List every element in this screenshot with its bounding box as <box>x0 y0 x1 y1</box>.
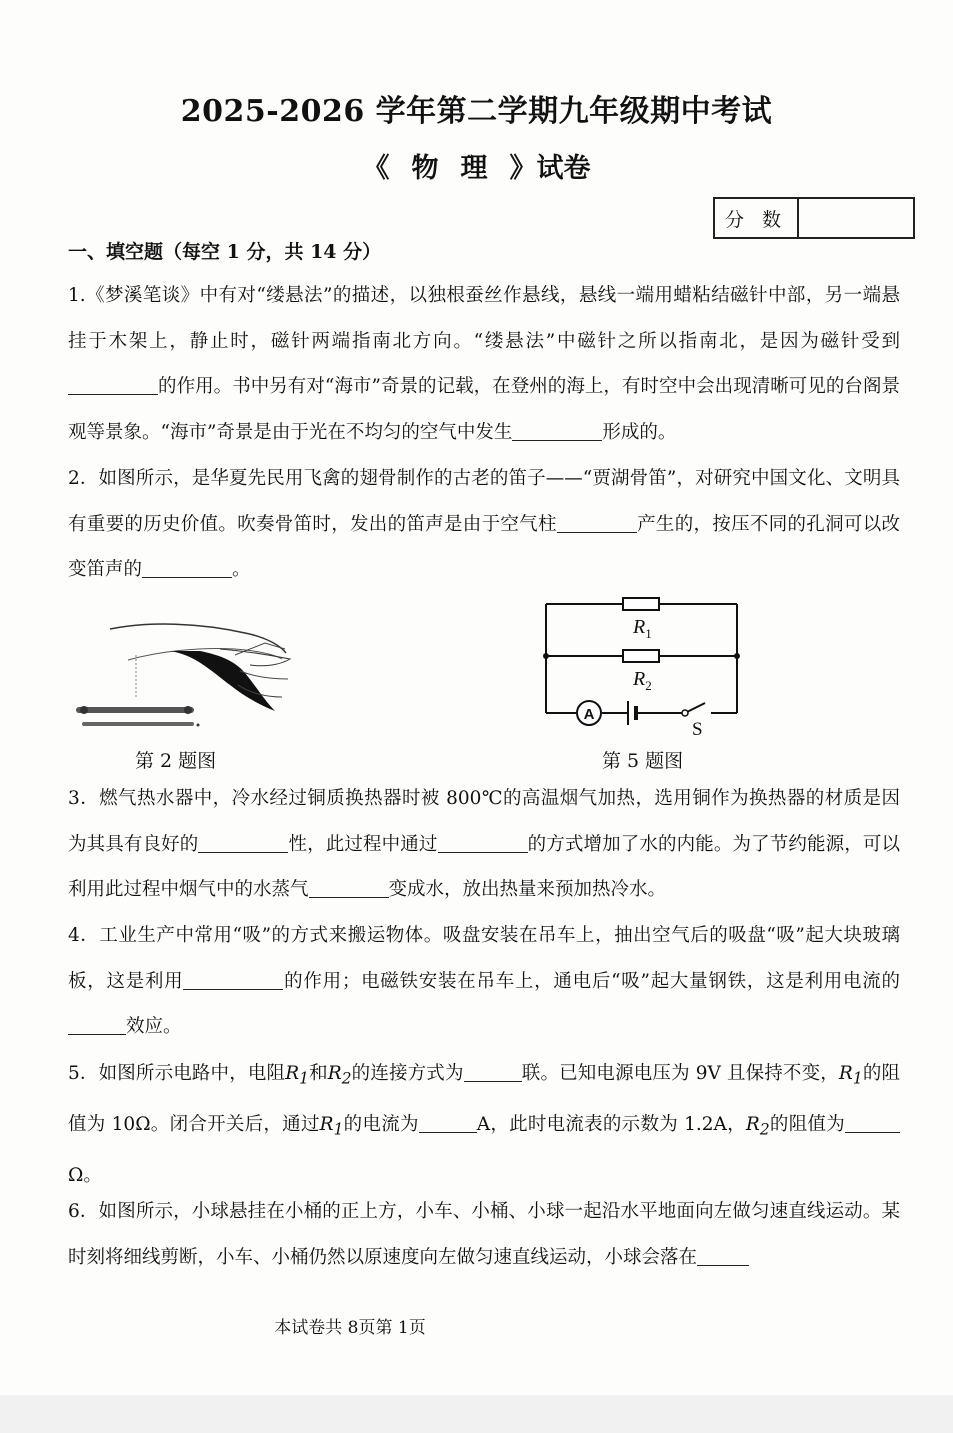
subject-close-bracket: 》试卷 <box>509 153 591 184</box>
exam-title: 2025-2026 学年第二学期九年级期中考试 <box>180 94 773 129</box>
question-1 <box>68 273 900 455</box>
score-label: 分 数 <box>715 199 799 237</box>
subject-char-2: 理 <box>460 153 488 184</box>
q5-r2-symbol: $R_2$ <box>327 1063 352 1088</box>
q5-blank-1 <box>464 1061 522 1082</box>
q3-blank-2 <box>438 831 528 852</box>
q3-text-part-4: 变成水，放出热量来预加热冷水。 <box>388 879 667 900</box>
switch-label: S <box>692 719 703 740</box>
subject-char-1: 物 <box>411 153 439 184</box>
q5-r2-symbol-2: $R_2$ <box>745 1114 770 1139</box>
q3-text-part-2: 性，此过程中通过 <box>288 833 438 855</box>
resistor-r2 <box>623 650 659 662</box>
r1-label: $R_1$ <box>633 616 652 641</box>
q2-text-part-1: 2．如图所示，是华夏先民用飞禽的翅骨制作的古老的笛子——“贾湖骨笛”，对研究中国文化、文明具有重要的历史价值。吹奏骨笛时，发出的笛声是由于空气柱 <box>68 468 900 535</box>
q5-text-part-3: 的连接方式为 <box>351 1063 464 1084</box>
q4-blank-2 <box>68 1014 126 1035</box>
q5-r1-symbol-3: $R_1$ <box>319 1114 344 1139</box>
question-6 <box>68 1189 900 1280</box>
q3-blank-1 <box>198 831 288 852</box>
question-5 <box>68 1051 900 1199</box>
q6-text-part-1: 6．如图所示，小球悬挂在小桶的正上方，小车、小桶、小球一起沿水平地面向左做匀速直线运动。某时刻将细线剪断，小车、小桶仍然以原速度向左做匀速直线运动，小球会落在 <box>68 1201 900 1268</box>
q5-blank-2 <box>419 1112 477 1133</box>
question-2 <box>68 456 900 593</box>
figure-5-caption: 第 5 题图 <box>602 750 684 772</box>
q3-text-part-3: 的方式增加了水的内能。为了节约能源，可以利用此过程中烟气中的水蒸气 <box>68 833 900 900</box>
q3-text-part-1: 3．燃气热水器中，冷水经过铜质换热器时被 800℃的高温烟气加热，选用铜作为换热器的材质是因为其具有良好的 <box>68 788 900 855</box>
q5-blank-3 <box>845 1112 900 1133</box>
q5-text-part-5: 的阻值为 10Ω。闭合开关后，通过 <box>68 1063 900 1136</box>
score-value-field <box>799 199 913 237</box>
q4-text-part-3: 效应。 <box>126 1016 182 1037</box>
q4-blank-1 <box>183 968 283 989</box>
page-footer: 本试卷共 8页第 1页 <box>274 1318 426 1338</box>
figure-2-caption: 第 2 题图 <box>135 750 217 772</box>
subject-open-bracket: 《 <box>362 153 390 184</box>
q5-text-part-6: 的电流为 <box>343 1114 419 1136</box>
q4-text-part-2: 的作用；电磁铁安装在吊车上，通电后“吸”起大量钢铁，这是利用电流的 <box>283 970 900 992</box>
bone-flute-figure <box>70 615 300 740</box>
q5-text-part-8: 的阻值为 <box>769 1114 845 1136</box>
bottom-strip <box>0 1395 953 1433</box>
q5-text-part-4: 联。已知电源电压为 9V 且保持不变， <box>521 1063 839 1084</box>
q1-text-part-2: 的作用。书中另有对“海市”奇景的记载，在登州的海上，有时空中会出现清晰可见的台阁景观等景象。“海市”奇景是由于光在不均匀的空气中发生 <box>68 376 900 443</box>
q2-blank-2 <box>142 557 232 578</box>
q5-text-part-7: A，此时电流表的示数为 1.2A， <box>476 1114 746 1136</box>
q1-text-part-1: 1.《梦溪笔谈》中有对“缕悬法”的描述，以独根蚕丝作悬线，悬线一端用蜡粘结磁针中部，另一端悬挂于木架上，静止时，磁针两端指南北方向。“缕悬法”中磁针之所以指南北，是因为磁针受到 <box>68 285 900 352</box>
circuit-diagram <box>530 595 755 740</box>
resistor-r1 <box>623 598 659 610</box>
switch <box>682 710 688 716</box>
q2-text-part-2: 产生的，按压不同的孔洞可以改变笛声的 <box>68 513 900 580</box>
q5-text-part-1: 5．如图所示电路中，电阻 <box>68 1063 286 1084</box>
q6-blank-1 <box>697 1244 749 1265</box>
exam-subject <box>0 146 953 185</box>
r2-label: $R_2$ <box>633 668 652 693</box>
q1-blank-1 <box>68 374 158 395</box>
section-title: 一、填空题（每空 1 分，共 14 分） <box>68 241 382 263</box>
q5-text-part-2: 和 <box>308 1063 328 1084</box>
q2-text-part-3: 。 <box>232 559 251 580</box>
q3-blank-3 <box>309 877 389 898</box>
q1-text-part-3: 形成的。 <box>602 421 677 443</box>
question-3 <box>68 776 900 913</box>
ammeter-label: A <box>583 706 595 723</box>
score-box <box>713 197 915 239</box>
question-4 <box>68 913 900 1050</box>
q5-r1-symbol: $R_1$ <box>285 1063 309 1088</box>
q2-blank-1 <box>557 511 637 532</box>
q4-text-part-1: 4．工业生产中常用“吸”的方式来搬运物体。吸盘安装在吊车上，抽出空气后的吸盘“吸”起大块玻璃板，这是利用 <box>68 925 900 992</box>
q5-text-part-9: Ω。 <box>68 1165 102 1187</box>
q1-blank-2 <box>512 419 602 440</box>
q5-r1-symbol-2: $R_1$ <box>838 1063 863 1088</box>
